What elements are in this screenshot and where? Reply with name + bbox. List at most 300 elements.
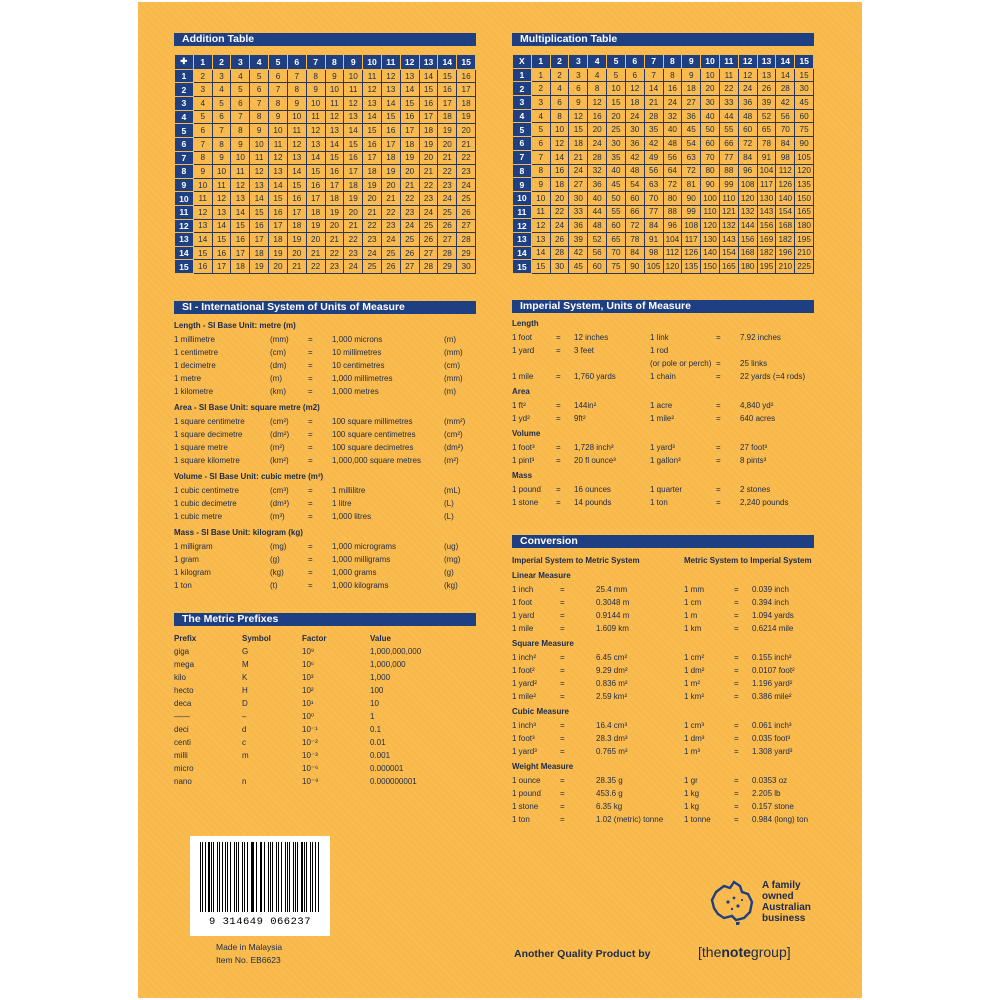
column-header: 13 (419, 55, 438, 70)
table-cell: 16 (438, 83, 457, 97)
table-cell: 49 (644, 150, 663, 164)
table-cell: 14 (550, 150, 569, 164)
column-header: 13 (757, 55, 776, 69)
table-cell: 23 (400, 205, 419, 219)
table-cell: 7 (287, 69, 306, 83)
table-row (513, 137, 814, 151)
table-cell: 11 (325, 97, 344, 111)
table-cell: 16 (231, 233, 250, 247)
column-header: 4 (250, 55, 269, 70)
imperial-cell: = (716, 456, 721, 465)
table-cell: 42 (569, 246, 588, 260)
table-cell: 10 (531, 191, 550, 205)
row-header: 15 (513, 260, 532, 274)
prefixes-title: The Metric Prefixes (174, 613, 476, 626)
prefix-cell: 100 (370, 686, 384, 695)
column-header: 6 (625, 55, 644, 69)
table-cell: 9 (269, 110, 288, 124)
table-cell: 130 (757, 191, 776, 205)
column-header: 5 (607, 55, 626, 69)
prefix-header: Symbol (242, 634, 271, 643)
prefix-cell: 10⁻⁹ (302, 777, 319, 786)
si-cell: (cm) (444, 361, 460, 370)
imperial-cell: 22 yards (=4 rods) (740, 372, 806, 381)
imperial-cell: = (716, 443, 721, 452)
table-cell: 25 (363, 260, 382, 274)
table-cell: 1 (531, 68, 550, 82)
table-cell: 19 (325, 205, 344, 219)
table-cell: 17 (306, 192, 325, 206)
barcode-bar (310, 842, 311, 912)
table-cell: 14 (325, 137, 344, 151)
table-cell: 30 (457, 260, 476, 274)
barcode-bar (278, 842, 279, 912)
table-cell: 91 (644, 232, 663, 246)
si-cell: 1 cubic metre (174, 512, 223, 521)
table-cell: 4 (531, 109, 550, 123)
si-cell: 1 centimetre (174, 348, 219, 357)
table-cell: 168 (776, 219, 795, 233)
table-cell: 60 (588, 260, 607, 274)
table-cell: 15 (381, 110, 400, 124)
table-cell: 56 (776, 109, 795, 123)
si-cell: (L) (444, 512, 454, 521)
table-cell: 14 (531, 246, 550, 260)
table-cell: 24 (588, 137, 607, 151)
row-header: 12 (513, 219, 532, 233)
conversion-left-heading: Imperial System to Metric System (512, 556, 640, 565)
conversion-cell: = (734, 585, 739, 594)
barcode-bar (297, 842, 298, 912)
table-cell: 99 (682, 205, 701, 219)
imperial-row (512, 399, 814, 412)
table-cell: 150 (795, 191, 814, 205)
conversion-group-heading: Square Measure (512, 639, 574, 648)
table-cell: 20 (457, 124, 476, 138)
conversion-cell: 1 ton (512, 815, 530, 824)
table-cell: 17 (438, 97, 457, 111)
prefix-cell: 1,000,000 (370, 660, 406, 669)
table-cell: 15 (569, 123, 588, 137)
conversion-cell: 9.29 dm² (596, 666, 628, 675)
table-cell: 16 (344, 151, 363, 165)
row-header: 9 (513, 178, 532, 192)
table-cell: 75 (607, 260, 626, 274)
table-cell: 143 (757, 205, 776, 219)
prefix-row (174, 710, 474, 723)
table-cell: 75 (795, 123, 814, 137)
si-group-heading: Area - SI Base Unit: square metre (m2) (174, 403, 320, 412)
si-cell: (cm³) (270, 486, 289, 495)
table-cell: 15 (306, 165, 325, 179)
table-cell: 110 (701, 205, 720, 219)
table-cell: 14 (419, 69, 438, 83)
barcode-bar (234, 842, 235, 912)
conversion-cell: 0.386 mile² (752, 692, 792, 701)
si-cell: 1,000 microns (332, 335, 383, 344)
table-cell: 22 (419, 178, 438, 192)
row-header: 14 (175, 246, 194, 260)
table-cell: 56 (588, 246, 607, 260)
conversion-cell: 1.02 (metric) tonne (596, 815, 664, 824)
australia-map-icon (706, 878, 760, 926)
table-cell: 104 (663, 232, 682, 246)
imperial-cell: 1 stone (512, 498, 539, 507)
table-cell: 14 (287, 165, 306, 179)
table-cell: 99 (719, 178, 738, 192)
column-header: 11 (719, 55, 738, 69)
barcode-bar (222, 842, 223, 912)
row-header: 1 (513, 68, 532, 82)
si-cell: (mm) (444, 348, 463, 357)
si-cell: = (308, 417, 313, 426)
column-header: 8 (663, 55, 682, 69)
table-cell: 12 (363, 83, 382, 97)
table-cell: 13 (381, 83, 400, 97)
table-cell: 25 (419, 219, 438, 233)
table-cell: 27 (400, 260, 419, 274)
si-cell: (dm²) (270, 430, 290, 439)
table-cell: 12 (625, 82, 644, 96)
table-cell: 19 (269, 246, 288, 260)
table-cell: 27 (457, 219, 476, 233)
conversion-cell: 1 inch³ (512, 721, 537, 730)
table-cell: 126 (776, 178, 795, 192)
table-cell: 8 (531, 164, 550, 178)
prefix-cell: m (242, 751, 249, 760)
si-cell: (cm) (270, 348, 286, 357)
si-cell: = (308, 456, 313, 465)
table-cell: 96 (738, 164, 757, 178)
table-row (513, 123, 814, 137)
table-cell: 11 (193, 192, 212, 206)
prefix-row (174, 684, 474, 697)
table-row (175, 205, 476, 219)
prefix-cell: H (242, 686, 248, 695)
imperial-cell: = (556, 414, 561, 423)
barcode-bar (285, 842, 286, 912)
table-cell: 165 (719, 260, 738, 274)
table-cell: 90 (682, 191, 701, 205)
table-cell: 15 (212, 233, 231, 247)
table-cell: 13 (757, 68, 776, 82)
si-cell: (g) (444, 568, 454, 577)
column-header: 12 (400, 55, 419, 70)
table-cell: 22 (400, 192, 419, 206)
si-section (174, 320, 474, 592)
barcode-bar (289, 842, 290, 912)
prefix-cell: deca (174, 699, 192, 708)
table-cell: 80 (701, 164, 720, 178)
table-cell: 72 (738, 137, 757, 151)
table-row (175, 69, 476, 83)
table-cell: 2 (193, 69, 212, 83)
barcode-bar (272, 842, 273, 912)
conversion-cell: 1 cm (684, 598, 702, 607)
prefix-cell: 10⁰ (302, 712, 315, 721)
table-cell: 20 (400, 165, 419, 179)
table-cell: 6 (193, 124, 212, 138)
table-cell: 15 (363, 124, 382, 138)
imperial-title: Imperial System, Units of Measure (512, 300, 814, 313)
row-header: 5 (175, 124, 194, 138)
conversion-section (512, 554, 822, 826)
table-cell: 5 (212, 97, 231, 111)
table-cell: 11 (719, 68, 738, 82)
table-cell: 9 (212, 151, 231, 165)
table-cell: 165 (795, 205, 814, 219)
imperial-cell: 16 ounces (574, 485, 611, 494)
conversion-row (512, 596, 822, 609)
si-cell: (m²) (270, 443, 285, 452)
barcode-bar (217, 842, 218, 912)
table-cell: 12 (325, 110, 344, 124)
conversion-cell: = (560, 747, 565, 756)
imperial-row (512, 441, 814, 454)
column-header: 10 (363, 55, 382, 70)
barcode-bar (251, 842, 252, 912)
prefix-cell: 10² (302, 686, 314, 695)
table-cell: 6 (231, 97, 250, 111)
table-cell: 144 (738, 219, 757, 233)
table-cell: 17 (250, 233, 269, 247)
si-cell: 1 ton (174, 581, 192, 590)
conversion-right-heading: Metric System to Imperial System (684, 556, 812, 565)
barcode-bar (270, 842, 271, 912)
prefix-header: Prefix (174, 634, 197, 643)
table-cell: 21 (325, 233, 344, 247)
table-cell: 20 (438, 137, 457, 151)
conversion-row (512, 583, 822, 596)
table-cell: 13 (400, 69, 419, 83)
barcode-bar (227, 842, 229, 912)
si-row (174, 346, 474, 359)
si-cell: 1 kilogram (174, 568, 211, 577)
table-cell: 16 (588, 109, 607, 123)
conversion-cell: 0.394 inch (752, 598, 789, 607)
si-row (174, 385, 474, 398)
table-cell: 21 (457, 137, 476, 151)
table-cell: 12 (531, 219, 550, 233)
conversion-cell: = (560, 802, 565, 811)
table-row (513, 164, 814, 178)
table-cell: 6 (250, 83, 269, 97)
imperial-row (512, 344, 814, 357)
si-cell: 1 square decimetre (174, 430, 243, 439)
imperial-cell: 640 acres (740, 414, 776, 423)
si-cell: (L) (444, 499, 454, 508)
table-cell: 21 (344, 219, 363, 233)
imperial-row (512, 331, 814, 344)
table-cell: 10 (269, 124, 288, 138)
conversion-cell: = (560, 611, 565, 620)
table-cell: 72 (682, 164, 701, 178)
table-cell: 7 (644, 68, 663, 82)
conversion-cell: = (560, 815, 565, 824)
table-cell: 11 (287, 124, 306, 138)
si-row (174, 553, 474, 566)
prefix-header: Value (370, 634, 391, 643)
conversion-cell: 1 foot² (512, 666, 535, 675)
imperial-cell: = (556, 401, 561, 410)
table-cell: 56 (644, 164, 663, 178)
conversion-cell: 2.59 km² (596, 692, 628, 701)
si-cell: = (308, 486, 313, 495)
prefix-cell: c (242, 738, 246, 747)
table-cell: 225 (795, 260, 814, 274)
table-cell: 24 (381, 233, 400, 247)
table-cell: 19 (381, 165, 400, 179)
table-cell: 19 (250, 260, 269, 274)
si-cell: 1 kilometre (174, 387, 214, 396)
table-cell: 10 (306, 97, 325, 111)
si-cell: 1 decimetre (174, 361, 216, 370)
si-group-heading: Mass - SI Base Unit: kilogram (kg) (174, 528, 303, 537)
table-cell: 29 (457, 246, 476, 260)
table-cell: 18 (550, 178, 569, 192)
conversion-row (512, 732, 822, 745)
table-cell: 66 (719, 137, 738, 151)
table-cell: 45 (795, 96, 814, 110)
prefix-cell: – (242, 712, 247, 721)
prefix-cell: centi (174, 738, 191, 747)
table-cell: 11 (363, 69, 382, 83)
conversion-cell: 1 pound (512, 789, 541, 798)
table-cell: 180 (795, 219, 814, 233)
row-header: 6 (175, 137, 194, 151)
column-header: 1 (193, 55, 212, 70)
table-cell: 84 (776, 137, 795, 151)
table-cell: 5 (250, 69, 269, 83)
conversion-cell: = (560, 692, 565, 701)
imperial-cell: 20 fl ounce³ (574, 456, 616, 465)
table-cell: 25 (457, 192, 476, 206)
imperial-cell: 1 yard (512, 346, 535, 355)
table-cell: 7 (531, 150, 550, 164)
table-cell: 16 (250, 219, 269, 233)
table-cell: 84 (738, 150, 757, 164)
table-cell: 14 (193, 233, 212, 247)
conversion-cell: 0.0107 foot² (752, 666, 795, 675)
table-cell: 30 (569, 191, 588, 205)
prefix-cell: milli (174, 751, 188, 760)
table-cell: 8 (212, 137, 231, 151)
prefix-cell: 0.1 (370, 725, 382, 734)
imperial-group-heading: Volume (512, 429, 541, 438)
conversion-cell: = (560, 624, 565, 633)
table-cell: 105 (644, 260, 663, 274)
si-cell: = (308, 581, 313, 590)
table-cell: 23 (381, 219, 400, 233)
row-header: 13 (513, 232, 532, 246)
table-cell: 20 (325, 219, 344, 233)
imperial-row (512, 454, 814, 467)
table-cell: 16 (269, 205, 288, 219)
si-cell: (dm³) (270, 499, 290, 508)
table-cell: 15 (419, 83, 438, 97)
table-cell: 36 (588, 178, 607, 192)
prefix-cell: 10⁻¹ (302, 725, 318, 734)
table-row (175, 110, 476, 124)
imperial-cell: = (556, 456, 561, 465)
barcode-bar (293, 842, 294, 912)
table-cell: 22 (550, 205, 569, 219)
table-cell: 24 (738, 82, 757, 96)
column-header: 3 (231, 55, 250, 70)
table-cell: 135 (682, 260, 701, 274)
table-row (175, 178, 476, 192)
table-cell: 3 (569, 68, 588, 82)
multiplication-table (512, 54, 814, 274)
column-header: 5 (269, 55, 288, 70)
table-cell: 4 (193, 97, 212, 111)
imperial-cell: 1 chain (650, 372, 676, 381)
conversion-cell: 1 mm (684, 585, 704, 594)
conversion-row (512, 800, 822, 813)
table-cell: 77 (644, 205, 663, 219)
table-cell: 19 (400, 151, 419, 165)
imperial-cell: = (716, 372, 721, 381)
table-cell: 14 (400, 83, 419, 97)
row-header: 7 (513, 150, 532, 164)
table-cell: 14 (344, 124, 363, 138)
table-cell: 132 (719, 219, 738, 233)
prefix-row (174, 736, 474, 749)
table-cell: 27 (438, 233, 457, 247)
conversion-group-heading: Cubic Measure (512, 707, 569, 716)
table-cell: 15 (400, 97, 419, 111)
table-row (513, 232, 814, 246)
table-cell: 22 (344, 233, 363, 247)
table-cell: 10 (212, 165, 231, 179)
conversion-group-heading: Linear Measure (512, 571, 571, 580)
table-row (513, 82, 814, 96)
table-cell: 19 (306, 219, 325, 233)
table-cell: 28 (588, 150, 607, 164)
table-cell: 96 (663, 219, 682, 233)
table-cell: 15 (269, 192, 288, 206)
table-cell: 12 (287, 137, 306, 151)
table-cell: 9 (531, 178, 550, 192)
table-cell: 5 (193, 110, 212, 124)
row-header: 4 (513, 109, 532, 123)
table-cell: 13 (212, 205, 231, 219)
conversion-group-heading: Weight Measure (512, 762, 574, 771)
table-cell: 24 (363, 246, 382, 260)
table-cell: 210 (795, 246, 814, 260)
column-header: 8 (325, 55, 344, 70)
si-group-heading: Length - SI Base Unit: metre (m) (174, 321, 296, 330)
barcode-bar (230, 842, 231, 912)
prefix-cell: 10⁻² (302, 738, 318, 747)
imperial-cell: = (556, 485, 561, 494)
imperial-cell: 9ft² (574, 414, 586, 423)
table-cell: 66 (625, 205, 644, 219)
conversion-cell: 1 yard (512, 611, 535, 620)
conversion-cell: 1.094 yards (752, 611, 794, 620)
table-cell: 39 (757, 96, 776, 110)
column-header: 15 (795, 55, 814, 69)
conversion-cell: 1 m (684, 611, 698, 620)
table-cell: 12 (381, 69, 400, 83)
prefix-row (174, 775, 474, 788)
si-cell: (mm) (270, 335, 289, 344)
si-cell: (m) (444, 387, 456, 396)
table-cell: 16 (663, 82, 682, 96)
table-cell: 24 (550, 219, 569, 233)
table-cell: 9 (682, 68, 701, 82)
conversion-cell: 1.308 yard³ (752, 747, 793, 756)
